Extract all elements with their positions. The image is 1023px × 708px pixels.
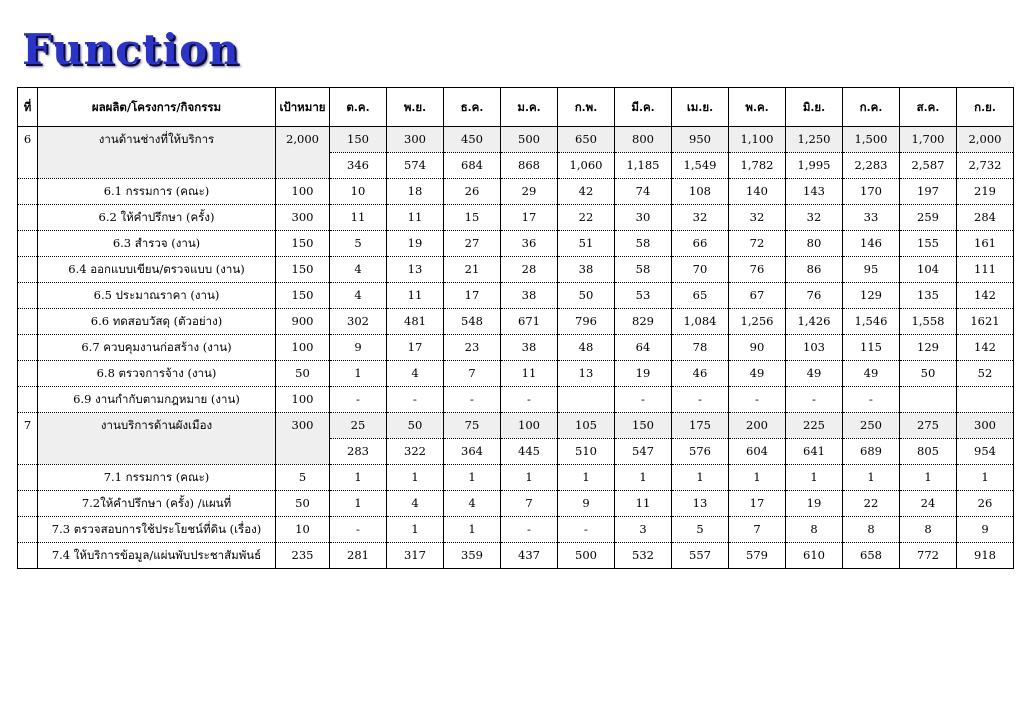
row-value: - xyxy=(501,517,558,543)
row-value: 58 xyxy=(615,231,672,257)
row-value: 50 xyxy=(558,283,615,309)
row-number-blank xyxy=(18,179,38,205)
row-target: 10 xyxy=(276,517,330,543)
actual-value: 1,782 xyxy=(729,153,786,179)
row-value: 129 xyxy=(843,283,900,309)
row-value: 9 xyxy=(330,335,387,361)
row-value: 11 xyxy=(501,361,558,387)
row-value: 281 xyxy=(330,543,387,569)
row-value: 24 xyxy=(900,491,957,517)
row-value: 259 xyxy=(900,205,957,231)
header-no: ที่ xyxy=(18,88,38,127)
actual-value: 1,060 xyxy=(558,153,615,179)
section-plan-row xyxy=(18,413,1014,439)
row-value: 1621 xyxy=(957,309,1014,335)
row-value: 135 xyxy=(900,283,957,309)
row-value: 19 xyxy=(615,361,672,387)
row-value: 86 xyxy=(786,257,843,283)
row-value: 4 xyxy=(387,491,444,517)
row-value: 46 xyxy=(672,361,729,387)
plan-value: 1,250 xyxy=(786,127,843,153)
header-month: พ.ค. xyxy=(729,88,786,127)
plan-value: 1,700 xyxy=(900,127,957,153)
row-value xyxy=(957,387,1014,413)
row-number-blank xyxy=(18,491,38,517)
row-value: 302 xyxy=(330,309,387,335)
row-value: 4 xyxy=(387,361,444,387)
actual-value: 322 xyxy=(387,439,444,465)
table-row xyxy=(18,283,1014,309)
actual-value: 364 xyxy=(444,439,501,465)
row-value: - xyxy=(330,517,387,543)
row-value: 29 xyxy=(501,179,558,205)
row-value: 8 xyxy=(843,517,900,543)
row-value: 610 xyxy=(786,543,843,569)
actual-value: 510 xyxy=(558,439,615,465)
header-month: ก.พ. xyxy=(558,88,615,127)
plan-value: 950 xyxy=(672,127,729,153)
row-value: 111 xyxy=(957,257,1014,283)
row-value: 66 xyxy=(672,231,729,257)
row-value: 30 xyxy=(615,205,672,231)
row-value: 1 xyxy=(729,465,786,491)
row-value: 19 xyxy=(786,491,843,517)
row-value: 32 xyxy=(786,205,843,231)
actual-value: 2,283 xyxy=(843,153,900,179)
row-value: 1 xyxy=(444,517,501,543)
row-value: 500 xyxy=(558,543,615,569)
row-target: 150 xyxy=(276,257,330,283)
plan-value: 150 xyxy=(330,127,387,153)
row-name: 6.8 ตรวจการจ้าง (งาน) xyxy=(38,361,276,387)
section-name: งานด้านช่างที่ให้บริการ xyxy=(38,127,276,179)
row-name: 6.6 ทดสอบวัสดุ (ตัวอย่าง) xyxy=(38,309,276,335)
table-row xyxy=(18,205,1014,231)
row-target: 100 xyxy=(276,335,330,361)
table-row xyxy=(18,309,1014,335)
section-number: 7 xyxy=(18,413,38,465)
row-number-blank xyxy=(18,205,38,231)
row-value: 21 xyxy=(444,257,501,283)
header-month: ธ.ค. xyxy=(444,88,501,127)
row-name: 6.1 กรรมการ (คณะ) xyxy=(38,179,276,205)
row-value: 219 xyxy=(957,179,1014,205)
row-value: 32 xyxy=(672,205,729,231)
row-value: 18 xyxy=(387,179,444,205)
row-target: 150 xyxy=(276,231,330,257)
table-row xyxy=(18,257,1014,283)
table-row xyxy=(18,361,1014,387)
row-value: 33 xyxy=(843,205,900,231)
row-value: 4 xyxy=(330,283,387,309)
actual-value: 576 xyxy=(672,439,729,465)
row-value: 65 xyxy=(672,283,729,309)
row-value: 129 xyxy=(900,335,957,361)
row-number-blank xyxy=(18,335,38,361)
header-month: มี.ค. xyxy=(615,88,672,127)
plan-value: 250 xyxy=(843,413,900,439)
row-target: 50 xyxy=(276,491,330,517)
row-value: 548 xyxy=(444,309,501,335)
row-value: 115 xyxy=(843,335,900,361)
row-number-blank xyxy=(18,309,38,335)
row-value: 64 xyxy=(615,335,672,361)
row-value: 11 xyxy=(387,283,444,309)
row-target: 300 xyxy=(276,205,330,231)
row-value: 58 xyxy=(615,257,672,283)
row-value: 10 xyxy=(330,179,387,205)
row-value: 11 xyxy=(330,205,387,231)
row-value: 317 xyxy=(387,543,444,569)
row-value: 49 xyxy=(729,361,786,387)
row-number-blank xyxy=(18,517,38,543)
plan-value: 500 xyxy=(501,127,558,153)
plan-value: 25 xyxy=(330,413,387,439)
row-value: 829 xyxy=(615,309,672,335)
plan-value: 2,000 xyxy=(957,127,1014,153)
section-number: 6 xyxy=(18,127,38,179)
header-month: ก.ค. xyxy=(843,88,900,127)
row-value: 23 xyxy=(444,335,501,361)
row-number-blank xyxy=(18,465,38,491)
row-value: 155 xyxy=(900,231,957,257)
row-value: 4 xyxy=(444,491,501,517)
row-target: 235 xyxy=(276,543,330,569)
row-value: 104 xyxy=(900,257,957,283)
row-value: - xyxy=(558,517,615,543)
table-header-row xyxy=(18,88,1014,127)
plan-value: 200 xyxy=(729,413,786,439)
table-row xyxy=(18,231,1014,257)
header-month: ส.ค. xyxy=(900,88,957,127)
page-title: Function xyxy=(22,25,240,74)
row-value: 11 xyxy=(615,491,672,517)
row-value: 658 xyxy=(843,543,900,569)
row-value: 579 xyxy=(729,543,786,569)
actual-value: 604 xyxy=(729,439,786,465)
row-value: 1 xyxy=(843,465,900,491)
row-target: 5 xyxy=(276,465,330,491)
plan-value: 150 xyxy=(615,413,672,439)
row-value: 1 xyxy=(501,465,558,491)
plan-value: 105 xyxy=(558,413,615,439)
plan-value: 450 xyxy=(444,127,501,153)
row-value: 284 xyxy=(957,205,1014,231)
row-value: 918 xyxy=(957,543,1014,569)
section-plan-row xyxy=(18,127,1014,153)
row-value: 532 xyxy=(615,543,672,569)
row-value: 53 xyxy=(615,283,672,309)
row-value: 1,546 xyxy=(843,309,900,335)
plan-value: 300 xyxy=(957,413,1014,439)
table-row xyxy=(18,517,1014,543)
row-value: 48 xyxy=(558,335,615,361)
row-value: - xyxy=(672,387,729,413)
actual-value: 346 xyxy=(330,153,387,179)
row-value: 1 xyxy=(900,465,957,491)
section-target: 300 xyxy=(276,413,330,465)
row-value: 1,256 xyxy=(729,309,786,335)
row-name: 6.3 สำรวจ (งาน) xyxy=(38,231,276,257)
row-value: 78 xyxy=(672,335,729,361)
row-value: 671 xyxy=(501,309,558,335)
row-value: 437 xyxy=(501,543,558,569)
row-name: 7.3 ตรวจสอบการใช้ประโยชน์ที่ดิน (เรื่อง) xyxy=(38,517,276,543)
row-value: 5 xyxy=(330,231,387,257)
row-value: 1 xyxy=(957,465,1014,491)
row-value: 11 xyxy=(387,205,444,231)
actual-value: 2,587 xyxy=(900,153,957,179)
header-month: ก.ย. xyxy=(957,88,1014,127)
row-value: 7 xyxy=(444,361,501,387)
actual-value: 954 xyxy=(957,439,1014,465)
row-value: 72 xyxy=(729,231,786,257)
row-name: 7.1 กรรมการ (คณะ) xyxy=(38,465,276,491)
section-target: 2,000 xyxy=(276,127,330,179)
plan-value: 100 xyxy=(501,413,558,439)
row-target: 900 xyxy=(276,309,330,335)
plan-value: 300 xyxy=(387,127,444,153)
header-month: ต.ค. xyxy=(330,88,387,127)
row-name: 6.4 ออกแบบเขียน/ตรวจแบบ (งาน) xyxy=(38,257,276,283)
row-value: 38 xyxy=(501,335,558,361)
table-body xyxy=(18,127,1014,569)
row-value: - xyxy=(330,387,387,413)
row-value: 36 xyxy=(501,231,558,257)
actual-value: 641 xyxy=(786,439,843,465)
row-value: 1 xyxy=(444,465,501,491)
table-row xyxy=(18,335,1014,361)
row-target: 100 xyxy=(276,387,330,413)
row-number-blank xyxy=(18,543,38,569)
plan-value: 1,500 xyxy=(843,127,900,153)
plan-value: 75 xyxy=(444,413,501,439)
row-value: 796 xyxy=(558,309,615,335)
row-value: 197 xyxy=(900,179,957,205)
row-value: 1 xyxy=(330,465,387,491)
actual-value: 547 xyxy=(615,439,672,465)
row-value: 1 xyxy=(558,465,615,491)
row-value: 140 xyxy=(729,179,786,205)
row-value: 51 xyxy=(558,231,615,257)
section-name: งานบริการด้านผังเมือง xyxy=(38,413,276,465)
header-month: ม.ค. xyxy=(501,88,558,127)
row-value: 1,426 xyxy=(786,309,843,335)
row-value: - xyxy=(501,387,558,413)
row-value: 26 xyxy=(444,179,501,205)
plan-value: 50 xyxy=(387,413,444,439)
table-row xyxy=(18,179,1014,205)
row-value: - xyxy=(786,387,843,413)
row-value: 8 xyxy=(900,517,957,543)
row-value: 557 xyxy=(672,543,729,569)
actual-value: 689 xyxy=(843,439,900,465)
header-month: เม.ย. xyxy=(672,88,729,127)
row-value: 49 xyxy=(786,361,843,387)
actual-value: 868 xyxy=(501,153,558,179)
row-value: 146 xyxy=(843,231,900,257)
header-month: มิ.ย. xyxy=(786,88,843,127)
row-value: 359 xyxy=(444,543,501,569)
row-value: 38 xyxy=(558,257,615,283)
row-target: 100 xyxy=(276,179,330,205)
actual-value: 1,995 xyxy=(786,153,843,179)
row-value: 170 xyxy=(843,179,900,205)
row-target: 150 xyxy=(276,283,330,309)
row-target: 50 xyxy=(276,361,330,387)
actual-value: 445 xyxy=(501,439,558,465)
row-value: 95 xyxy=(843,257,900,283)
row-name: 6.7 ควบคุมงานก่อสร้าง (งาน) xyxy=(38,335,276,361)
row-value: 38 xyxy=(501,283,558,309)
row-value: 13 xyxy=(387,257,444,283)
row-value: 7 xyxy=(501,491,558,517)
row-number-blank xyxy=(18,387,38,413)
row-value: 1 xyxy=(615,465,672,491)
table-row xyxy=(18,491,1014,517)
row-value: 142 xyxy=(957,335,1014,361)
plan-value: 1,100 xyxy=(729,127,786,153)
row-value: 17 xyxy=(729,491,786,517)
row-value: 15 xyxy=(444,205,501,231)
row-value: 161 xyxy=(957,231,1014,257)
row-value xyxy=(900,387,957,413)
row-value: 1 xyxy=(330,361,387,387)
row-value: - xyxy=(615,387,672,413)
row-number-blank xyxy=(18,361,38,387)
row-number-blank xyxy=(18,283,38,309)
row-value: 42 xyxy=(558,179,615,205)
row-value: 17 xyxy=(444,283,501,309)
row-value: 76 xyxy=(786,283,843,309)
row-value: 108 xyxy=(672,179,729,205)
row-name: 7.4 ให้บริการข้อมูล/แผ่นพับประชาสัมพันธ์ xyxy=(38,543,276,569)
row-value: 27 xyxy=(444,231,501,257)
row-value: 80 xyxy=(786,231,843,257)
row-value: 49 xyxy=(843,361,900,387)
row-value: 90 xyxy=(729,335,786,361)
row-value: 22 xyxy=(843,491,900,517)
row-value: 1 xyxy=(387,517,444,543)
header-item: ผลผลิต/โครงการ/กิจกรรม xyxy=(38,88,276,127)
row-value xyxy=(558,387,615,413)
header-target: เป้าหมาย xyxy=(276,88,330,127)
row-value: 67 xyxy=(729,283,786,309)
row-value: - xyxy=(444,387,501,413)
row-name: 6.9 งานกำกับตามกฎหมาย (งาน) xyxy=(38,387,276,413)
row-value: 1 xyxy=(672,465,729,491)
plan-value: 225 xyxy=(786,413,843,439)
actual-value: 1,185 xyxy=(615,153,672,179)
row-value: 1,084 xyxy=(672,309,729,335)
row-value: 50 xyxy=(900,361,957,387)
actual-value: 1,549 xyxy=(672,153,729,179)
row-value: 1 xyxy=(330,491,387,517)
row-value: 13 xyxy=(672,491,729,517)
row-value: 772 xyxy=(900,543,957,569)
row-name: 6.2 ให้คำปรึกษา (ครั้ง) xyxy=(38,205,276,231)
row-value: 9 xyxy=(957,517,1014,543)
row-value: 1 xyxy=(786,465,843,491)
row-value: 143 xyxy=(786,179,843,205)
row-value: 74 xyxy=(615,179,672,205)
table-row xyxy=(18,387,1014,413)
row-number-blank xyxy=(18,257,38,283)
row-value: 142 xyxy=(957,283,1014,309)
row-name: 7.2ให้คำปรึกษา (ครั้ง) /แผนที่ xyxy=(38,491,276,517)
performance-table xyxy=(17,87,1014,569)
row-value: 76 xyxy=(729,257,786,283)
row-value: 52 xyxy=(957,361,1014,387)
row-value: 1,558 xyxy=(900,309,957,335)
row-value: 7 xyxy=(729,517,786,543)
actual-value: 684 xyxy=(444,153,501,179)
row-value: 3 xyxy=(615,517,672,543)
row-value: 481 xyxy=(387,309,444,335)
row-value: 4 xyxy=(330,257,387,283)
plan-value: 800 xyxy=(615,127,672,153)
row-value: 103 xyxy=(786,335,843,361)
row-value: 17 xyxy=(501,205,558,231)
actual-value: 2,732 xyxy=(957,153,1014,179)
row-value: - xyxy=(843,387,900,413)
row-value: 13 xyxy=(558,361,615,387)
actual-value: 283 xyxy=(330,439,387,465)
row-value: - xyxy=(387,387,444,413)
row-number-blank xyxy=(18,231,38,257)
row-value: 5 xyxy=(672,517,729,543)
row-value: 22 xyxy=(558,205,615,231)
row-value: 28 xyxy=(501,257,558,283)
row-value: 9 xyxy=(558,491,615,517)
actual-value: 805 xyxy=(900,439,957,465)
header-month: พ.ย. xyxy=(387,88,444,127)
plan-value: 275 xyxy=(900,413,957,439)
row-value: 19 xyxy=(387,231,444,257)
table-row xyxy=(18,465,1014,491)
row-value: 1 xyxy=(387,465,444,491)
row-value: 32 xyxy=(729,205,786,231)
row-value: 8 xyxy=(786,517,843,543)
row-name: 6.5 ประมาณราคา (งาน) xyxy=(38,283,276,309)
row-value: 70 xyxy=(672,257,729,283)
table-row xyxy=(18,543,1014,569)
actual-value: 574 xyxy=(387,153,444,179)
plan-value: 650 xyxy=(558,127,615,153)
row-value: 17 xyxy=(387,335,444,361)
row-value: 26 xyxy=(957,491,1014,517)
plan-value: 175 xyxy=(672,413,729,439)
row-value: - xyxy=(729,387,786,413)
